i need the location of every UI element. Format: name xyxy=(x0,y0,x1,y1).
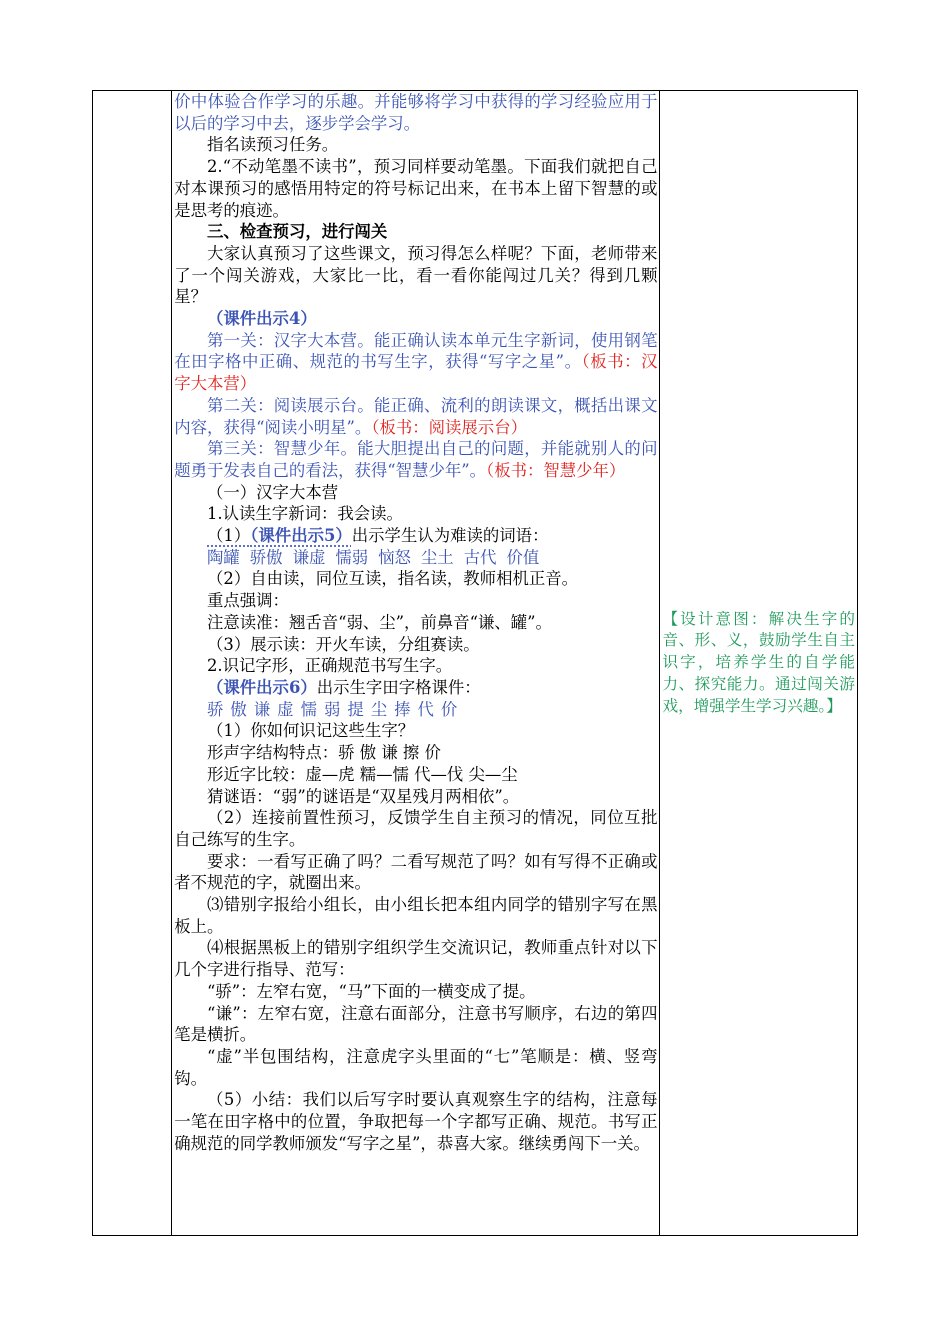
paragraph xyxy=(174,677,657,699)
character: 尘 xyxy=(370,699,388,719)
character: 谦 xyxy=(253,699,271,719)
word: 尘土 xyxy=(420,547,454,567)
paragraph: 指名读预习任务。 xyxy=(207,135,339,155)
paragraph: （1）你如何识记这些生字？ xyxy=(207,721,415,741)
word: 骄傲 xyxy=(249,547,283,567)
table-row xyxy=(93,91,858,1236)
paragraph xyxy=(174,525,657,547)
paragraph: 重点强调： xyxy=(207,591,289,611)
word: 懦弱 xyxy=(335,547,369,567)
character: 骄 xyxy=(207,699,224,719)
paragraph: （2）连接前置性预习，反馈学生自主预习的情况，同位互批自己练写的生字。 xyxy=(174,808,658,849)
character: 傲 xyxy=(230,699,247,719)
blackboard-note: （板书：智慧少年） xyxy=(486,460,626,480)
paragraph: “谦”：左窄右宽，注意右面部分，注意书写顺序，右边的第四笔是横折。 xyxy=(174,1003,658,1045)
design-intent-note: 【设计意图：解决生字的音、形、义，鼓励学生自主识字，培养学生的自学能力、探究能力。通过闯关游戏，增强学生学习兴趣。】 xyxy=(662,609,855,715)
courseware-label: （课件出示6） xyxy=(207,677,317,697)
teaching-process-text xyxy=(172,91,659,1154)
item-text: 出示学生认为难读的词语： xyxy=(351,526,549,546)
paragraph: （5）小结：我们以后写字时要认真观察生字的结构，注意每一笔在田字格中的位置，争取把每一个字都写正确、规范。书写正确规范的同学教师颁发“写字之星”，恭喜大家。继续勇闯下一关。 xyxy=(174,1090,658,1153)
item-number: （1） xyxy=(207,526,251,546)
section-heading: 三、检查预习，进行闯关 xyxy=(207,222,388,242)
blackboard-note: （板书：阅读展示台） xyxy=(371,417,527,437)
word: 谦虚 xyxy=(292,547,326,567)
teaching-process-cell xyxy=(172,91,660,1236)
paragraph: （一）汉字大本营 xyxy=(207,482,339,502)
paragraph: “骄”：左窄右宽，“马”下面的一横变成了提。 xyxy=(207,981,536,1001)
word: 古代 xyxy=(463,547,497,567)
paragraph xyxy=(174,438,657,481)
word-list xyxy=(174,547,657,569)
left-column-cell xyxy=(93,91,172,1236)
word: 陶罐 xyxy=(207,547,240,567)
word: 恼怒 xyxy=(378,547,411,567)
level-two-text: 第二关：阅读展示台。能正确、流利的朗读课文，概括出课文内容，获得“阅读小明星”。 xyxy=(174,395,658,437)
level-one-text: 第一关：汉字大本营。能正确认读本单元生字新词，使用钢笔在田字格中正确、规范的书写生字，获得“写字之星”。 xyxy=(174,330,658,372)
paragraph: （3）展示读：开火车读，分组赛读。 xyxy=(207,634,480,654)
paragraph: ⑶错别字报给小组长，由小组长把本组内同学的错别字写在黑板上。 xyxy=(174,895,658,936)
character: 弱 xyxy=(323,699,341,719)
design-intent-cell xyxy=(660,91,858,1236)
character: 提 xyxy=(347,699,364,719)
paragraph: 注意读准：翘舌音“弱、尘”，前鼻音“谦、罐”。 xyxy=(207,612,552,632)
paragraph: 形声字结构特点：骄 傲 谦 擦 价 xyxy=(207,743,441,763)
lesson-plan-table xyxy=(92,90,858,1236)
item-text: 出示生字田字格课件： xyxy=(316,677,481,697)
paragraph: 1.认读生字新词：我会读。 xyxy=(207,504,403,524)
paragraph: 价中体验合作学习的乐趣。并能够将学习中获得的学习经验应用于以后的学习中去，逐步学会学习。 xyxy=(174,92,658,133)
paragraph: ⑷根据黑板上的错别字组织学生交流识记，教师重点针对以下几个字进行指导、范写： xyxy=(174,938,658,980)
character: 捧 xyxy=(394,699,411,719)
paragraph: 大家认真预习了这些课文，预习得怎么样呢？下面，老师带来了一个闯关游戏，大家比一比，看一看你能闯过几关？得到几颗星？ xyxy=(174,243,658,307)
character: 价 xyxy=(440,699,458,719)
paragraph xyxy=(174,330,657,395)
paragraph: 要求：一看写正确了吗？二看写规范了吗？如有写得不正确或者不规范的字，就圈出来。 xyxy=(174,851,658,893)
character-list xyxy=(174,699,657,721)
paragraph: 猜谜语：“弱”的谜语是“双星残月两相依”。 xyxy=(207,786,520,806)
word: 价值 xyxy=(506,547,540,567)
paragraph: 2.识记字形，正确规范书写生字。 xyxy=(207,656,453,676)
character: 代 xyxy=(417,699,434,719)
courseware-label: （课件出示5） xyxy=(250,526,352,546)
character: 懦 xyxy=(300,699,317,719)
paragraph: 形近字比较：虚—虎 糯—懦 代—伐 尖—尘 xyxy=(207,764,518,784)
paragraph: “虚”半包围结构，注意虎字头里面的“七”笔顺是：横、竖弯钩。 xyxy=(174,1046,658,1088)
paragraph: （2）自由读，同位互读，指名读，教师相机正音。 xyxy=(207,569,579,589)
level-three-text: 第三关：智慧少年。能大胆提出自己的问题，并能就别人的问题勇于发表自己的看法，获得“智慧少年”。 xyxy=(174,439,658,480)
character: 虚 xyxy=(277,699,294,719)
courseware-label: （课件出示4） xyxy=(207,309,317,329)
blackboard-note: （板书：汉字大本营） xyxy=(174,352,658,394)
paragraph: 2.“不动笔墨不读书”，预习同样要动笔墨。下面我们就把自己对本课预习的感悟用特定的符号标记出来，在书本上留下智慧的或是思考的痕迹。 xyxy=(174,157,658,220)
paragraph xyxy=(174,395,657,438)
